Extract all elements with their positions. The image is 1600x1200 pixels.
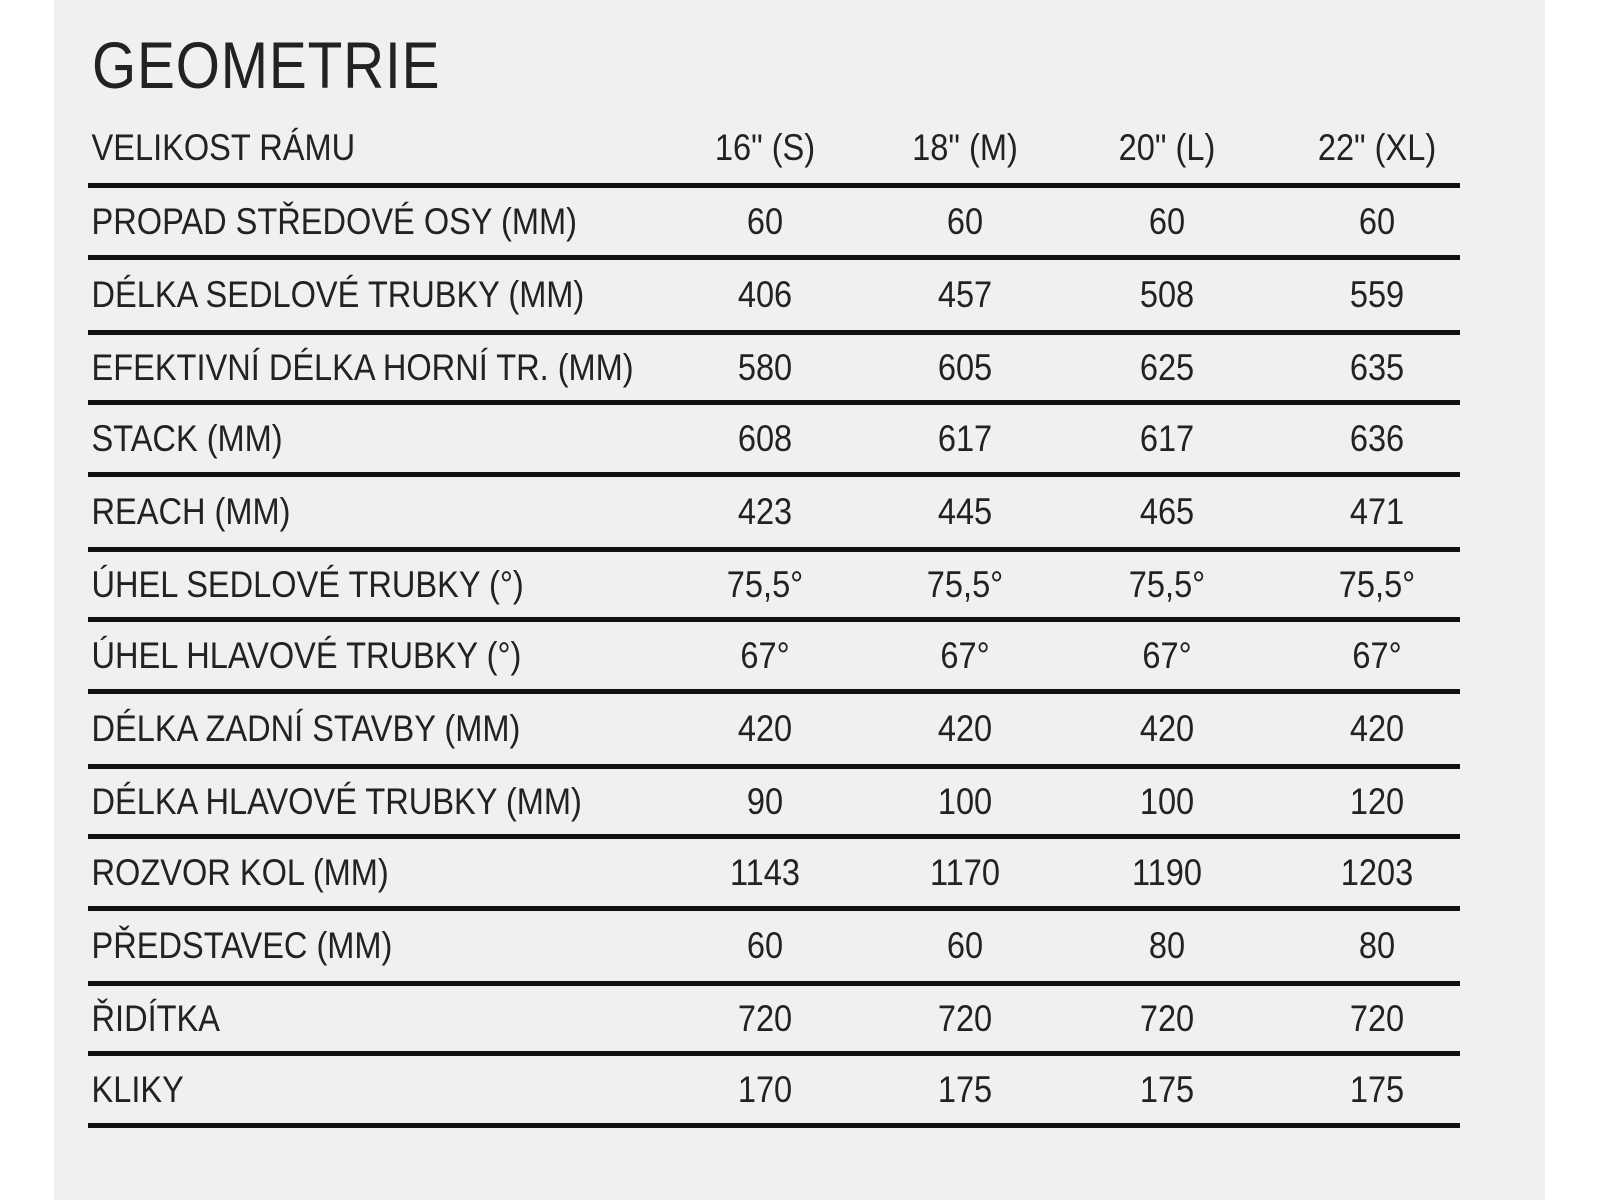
table-header-row	[88, 113, 1460, 188]
row-value: 60	[946, 200, 984, 242]
table-row	[88, 405, 1460, 477]
table-row	[88, 694, 1460, 769]
row-value: 508	[1139, 274, 1195, 315]
table-row	[88, 839, 1460, 911]
row-value: 636	[1349, 417, 1405, 459]
row-value: 75,5°	[1338, 563, 1416, 605]
header-size: 18" (M)	[912, 127, 1018, 168]
row-value: 60	[1148, 200, 1186, 242]
row-value: 617	[937, 417, 993, 459]
page-title: GEOMETRIE	[92, 28, 441, 102]
row-label: DÉLKA HLAVOVÉ TRUBKY (MM)	[91, 780, 582, 822]
row-value: 90	[746, 780, 784, 822]
row-label: PŘEDSTAVEC (MM)	[91, 925, 393, 966]
row-value: 457	[937, 274, 993, 315]
row-value: 60	[946, 925, 984, 966]
table-row	[88, 188, 1460, 260]
row-value: 67°	[940, 634, 990, 676]
row-value: 580	[737, 346, 793, 388]
row-value: 175	[1139, 1068, 1195, 1110]
row-value: 100	[937, 780, 993, 822]
row-value: 60	[1358, 200, 1396, 242]
row-value: 420	[1349, 708, 1405, 749]
table-row	[88, 986, 1460, 1056]
row-label: DÉLKA ZADNÍ STAVBY (MM)	[91, 708, 521, 749]
row-value: 720	[937, 997, 993, 1039]
row-value: 445	[937, 491, 993, 532]
table-row	[88, 477, 1460, 552]
row-label: DÉLKA SEDLOVÉ TRUBKY (MM)	[91, 274, 585, 315]
row-value: 608	[737, 417, 793, 459]
row-value: 75,5°	[926, 563, 1004, 605]
header-size: 16" (S)	[714, 127, 816, 168]
table-row	[88, 769, 1460, 839]
row-label: STACK (MM)	[91, 417, 283, 459]
row-label: ŘIDÍTKA	[91, 997, 220, 1039]
row-value: 75,5°	[726, 563, 804, 605]
row-value: 120	[1349, 780, 1405, 822]
header-label: VELIKOST RÁMU	[91, 127, 356, 168]
row-value: 420	[937, 708, 993, 749]
row-value: 175	[1349, 1068, 1405, 1110]
row-value: 1203	[1340, 851, 1414, 893]
row-value: 60	[746, 200, 784, 242]
row-value: 420	[737, 708, 793, 749]
row-value: 720	[737, 997, 793, 1039]
row-value: 471	[1349, 491, 1405, 532]
table-row	[88, 552, 1460, 622]
table-body	[88, 188, 1460, 1128]
row-value: 170	[737, 1068, 793, 1110]
row-value: 720	[1349, 997, 1405, 1039]
table-row	[88, 911, 1460, 986]
row-value: 1190	[1131, 851, 1203, 893]
row-value: 80	[1148, 925, 1186, 966]
row-value: 60	[746, 925, 784, 966]
row-value: 80	[1358, 925, 1396, 966]
row-value: 635	[1349, 346, 1405, 388]
table-row	[88, 1056, 1460, 1128]
header-size: 22" (XL)	[1317, 127, 1437, 168]
row-value: 605	[937, 346, 993, 388]
row-value: 67°	[1142, 634, 1192, 676]
row-value: 617	[1139, 417, 1195, 459]
row-value: 465	[1139, 491, 1195, 532]
row-value: 625	[1139, 346, 1195, 388]
table-row	[88, 335, 1460, 405]
row-value: 720	[1139, 997, 1195, 1039]
row-label: REACH (MM)	[91, 491, 291, 532]
row-value: 67°	[1352, 634, 1402, 676]
row-label: KLIKY	[91, 1068, 184, 1110]
row-label: PROPAD STŘEDOVÉ OSY (MM)	[91, 200, 577, 242]
row-label: ROZVOR KOL (MM)	[91, 851, 389, 893]
geometry-table	[88, 113, 1460, 1128]
row-label: EFEKTIVNÍ DÉLKA HORNÍ TR. (MM)	[91, 346, 634, 388]
table-row	[88, 622, 1460, 694]
header-size: 20" (L)	[1118, 127, 1216, 168]
row-value: 75,5°	[1128, 563, 1206, 605]
row-value: 100	[1139, 780, 1195, 822]
row-value: 1143	[729, 851, 801, 893]
row-value: 175	[937, 1068, 993, 1110]
row-value: 406	[737, 274, 793, 315]
row-value: 1170	[929, 851, 1001, 893]
row-value: 559	[1349, 274, 1405, 315]
row-value: 420	[1139, 708, 1195, 749]
row-label: ÚHEL SEDLOVÉ TRUBKY (°)	[91, 563, 524, 605]
row-value: 67°	[740, 634, 790, 676]
table-row	[88, 260, 1460, 335]
row-label: ÚHEL HLAVOVÉ TRUBKY (°)	[91, 634, 522, 676]
row-value: 423	[737, 491, 793, 532]
